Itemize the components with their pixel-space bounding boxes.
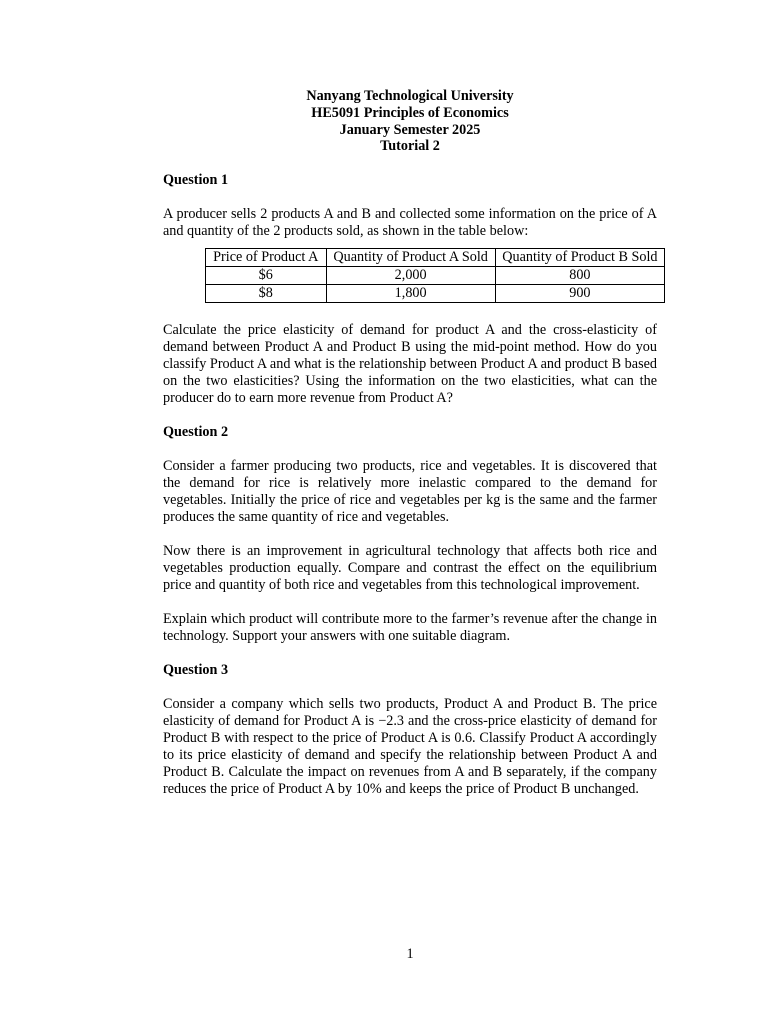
question-2-paragraph-3: Explain which product will contribute more to the farmer’s revenue after the change in technology. Support your answers with one suitable diagram. xyxy=(163,611,657,645)
table-cell: $6 xyxy=(206,267,327,285)
question-1-heading: Question 1 xyxy=(163,172,229,189)
table-row xyxy=(206,267,665,285)
question-2-paragraph-1: Consider a farmer producing two products, rice and vegetables. It is discovered that the demand for rice is relatively more inelastic compared to the demand for vegetables. Initially the price of rice and vegetables per kg is the same and the farmer produces the same quantity of rice and vegetables. xyxy=(163,458,657,526)
question-3-heading: Question 3 xyxy=(163,662,229,679)
page-content xyxy=(163,88,657,798)
table-row xyxy=(206,285,665,303)
semester-label: January Semester 2025 xyxy=(339,121,481,138)
question-2-heading: Question 2 xyxy=(163,424,229,441)
question-2-paragraph-2: Now there is an improvement in agricultural technology that affects both rice and vegetables production equally. Compare and contrast the effect on the equilibrium price and quantity of both rice and vegetables from this technological improvement. xyxy=(163,543,657,594)
table-header-cell: Quantity of Product B Sold xyxy=(495,249,664,267)
question-3-body: Consider a company which sells two products, Product A and Product B. The price elasticity of demand for Product A is −2.3 and the cross-price elasticity of demand for Product B with respect to the price of Product A is 0.6. Classify Product A accordingly to its price elasticity of demand and specify the relationship between Product A and Product B. Calculate the impact on revenues from A and B separately, if the company reduces the price of Product A by 10% and keeps the price of Product B unchanged. xyxy=(163,696,657,798)
question-1-intro: A producer sells 2 products A and B and collected some information on the price of A and quantity of the 2 products sold, as shown in the table below: xyxy=(163,206,657,240)
page-number: 1 xyxy=(406,946,414,962)
table-cell: $8 xyxy=(206,285,327,303)
table-cell: 2,000 xyxy=(326,267,495,285)
table-header-cell: Price of Product A xyxy=(206,249,327,267)
question-1-body: Calculate the price elasticity of demand for product A and the cross-elasticity of demand between Product A and Product B using the mid-point method. How do you classify Product A and what is the relationship between Product A and product B based on the two elasticities? Using the information on the two elasticities, what can the producer do to earn more revenue from Product A? xyxy=(163,322,657,407)
table-cell: 800 xyxy=(495,267,664,285)
table-header-row xyxy=(206,249,665,267)
tutorial-label: Tutorial 2 xyxy=(380,138,440,155)
table-cell: 1,800 xyxy=(326,285,495,303)
product-data-table xyxy=(205,248,665,303)
table-cell: 900 xyxy=(495,285,664,303)
university-name: Nanyang Technological University xyxy=(306,88,514,104)
table-header-cell: Quantity of Product A Sold xyxy=(326,249,495,267)
course-title: HE5091 Principles of Economics xyxy=(311,104,509,121)
document-header xyxy=(163,88,657,155)
